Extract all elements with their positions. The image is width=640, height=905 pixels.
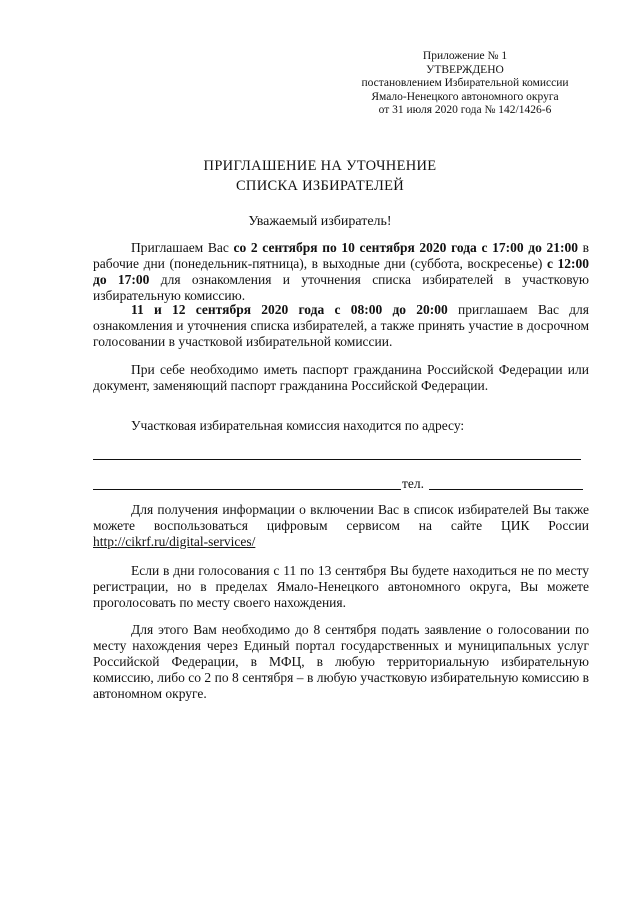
text-segment: для ознакомления и уточнения списка избирателей в участковую избирательную комиссию. bbox=[93, 272, 589, 303]
text-segment: приглашаем Вас для ознакомления и уточнения списка избирателей, а также принять участие в досрочном голосовании в участковой избирательной комиссии. bbox=[93, 302, 589, 349]
appendix-number: Приложение № 1 bbox=[422, 50, 508, 62]
cik-digital-services-link[interactable]: http://cikrf.ru/digital-services/ bbox=[93, 534, 256, 549]
text-segment: Для получения информации о включении Вас в список избирателей Вы также можете воспользоваться цифровым сервисом на сайте ЦИК России bbox=[93, 502, 589, 533]
address-blank-line bbox=[93, 459, 581, 460]
approval-stamp bbox=[350, 50, 580, 118]
paragraph-digital-service bbox=[93, 502, 589, 550]
bold-weekend-hours: с 12:00 до 17:00 bbox=[93, 256, 589, 287]
text-segment: Приглашаем Вас bbox=[131, 240, 234, 255]
text-segment: в рабочие дни (понедельник-пятница), в выходные дни (суббота, воскресенье) bbox=[93, 240, 590, 271]
paragraph-schedule bbox=[93, 240, 589, 304]
approval-authority: постановлением Избирательной комиссии bbox=[361, 77, 569, 89]
document-title-line-1: ПРИГЛАШЕНИЕ НА УТОЧНЕНИЕ bbox=[203, 158, 437, 174]
phone-label: тел. bbox=[402, 476, 425, 491]
approved-label: УТВЕРЖДЕНО bbox=[426, 63, 504, 76]
paragraph-address: Участковая избирательная комиссия находится по адресу: bbox=[131, 418, 465, 433]
approval-region: Ямало-Ненецкого автономного округа bbox=[371, 90, 559, 103]
bold-date-range: со 2 сентября по 10 сентября 2020 года с 17:00 до 21:00 bbox=[233, 240, 578, 255]
phone-blank-line bbox=[429, 489, 583, 490]
address-phone-row bbox=[93, 476, 583, 492]
bold-early-voting-dates: 11 и 12 сентября 2020 года с 08:00 до 20:00 bbox=[131, 302, 448, 317]
paragraph-location-voting: Если в дни голосования с 11 по 13 сентября Вы будете находиться не по месту регистрации, но в пределах Ямало-Ненецкого автономного округа, Вы можете проголосовать по месту своего нахождения. bbox=[93, 563, 589, 610]
approval-date: от 31 июля 2020 года № 142/1426-6 bbox=[378, 104, 552, 116]
paragraph-application: Для этого Вам необходимо до 8 сентября подать заявление о голосовании по месту нахождения через Единый портал государственных и муниципальных услуг Российской Федерации, в МФЦ, в любую территориальную избирательную комиссию, либо со 2 по 8 сентября – в любую участковую избирательную комиссию в автономном округе. bbox=[93, 622, 589, 701]
address-blank-line-2 bbox=[93, 489, 401, 490]
paragraph-passport: При себе необходимо иметь паспорт гражданина Российской Федерации или документ, заменяющий паспорт гражданина Российской Федерации. bbox=[93, 362, 589, 393]
greeting: Уважаемый избиратель! bbox=[248, 214, 392, 229]
paragraph-early-voting bbox=[93, 302, 589, 350]
document-title-line-2: СПИСКА ИЗБИРАТЕЛЕЙ bbox=[235, 178, 405, 194]
